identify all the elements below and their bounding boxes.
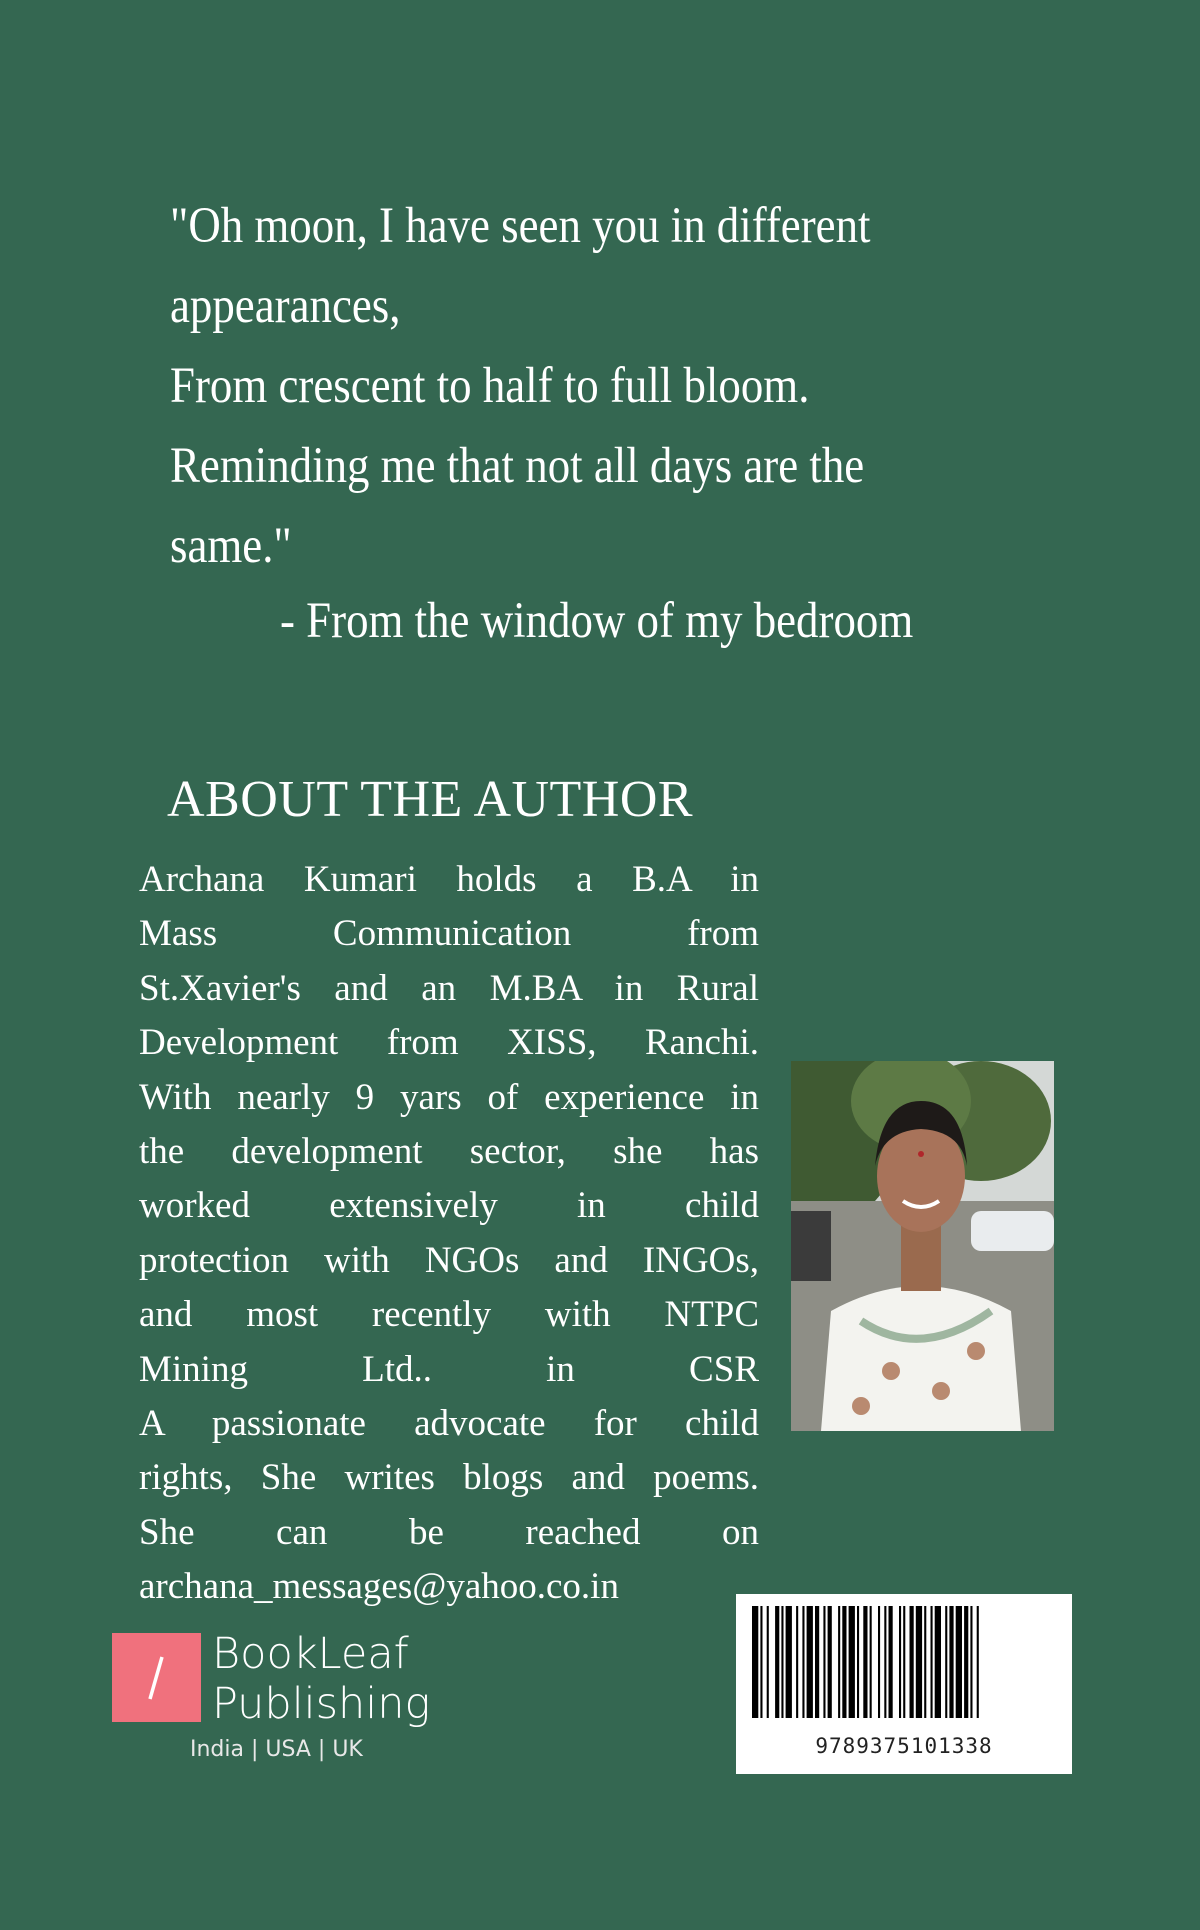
barcode-bar	[949, 1606, 953, 1718]
barcode-bar	[786, 1606, 792, 1718]
barcode-bar	[842, 1606, 846, 1718]
barcode-bar	[781, 1606, 783, 1718]
author-bio	[139, 853, 759, 1614]
bio-line: She can be reached on	[139, 1511, 759, 1553]
barcode-bar	[924, 1606, 926, 1718]
quote-line: "Oh moon, I have seen you in different	[170, 198, 871, 254]
bio-line: Mining Ltd.. in CSR	[139, 1348, 759, 1390]
barcode-bar	[760, 1606, 762, 1718]
barcode-bar	[767, 1606, 769, 1718]
barcode-bar	[931, 1606, 933, 1718]
barcode-bar	[878, 1606, 880, 1718]
isbn-barcode	[736, 1594, 1072, 1774]
barcode-bar	[935, 1606, 941, 1718]
slash-logo-icon	[112, 1633, 201, 1722]
bio-line: St.Xavier's and an M.BA in Rural	[139, 967, 759, 1009]
bio-line: A passionate advocate for child	[139, 1402, 759, 1444]
barcode-bar	[884, 1606, 886, 1718]
publisher-regions: India | USA | UK	[190, 1737, 363, 1762]
quote-line: appearances,	[170, 278, 401, 334]
quote-line: Reminding me that not all days are the	[170, 438, 865, 494]
bio-line: Development from XISS, Ranchi.	[139, 1022, 759, 1064]
barcode-bar	[899, 1606, 901, 1718]
publisher-logo	[112, 1629, 442, 1773]
barcode-bar	[903, 1606, 905, 1718]
poem-quote	[170, 186, 927, 586]
barcode-bar	[815, 1606, 819, 1718]
barcode-bar	[838, 1606, 840, 1718]
quote-attribution: - From the window of my bedroom	[280, 593, 914, 649]
bio-line: worked extensively in child	[139, 1185, 759, 1227]
quote-line: From crescent to half to full bloom.	[170, 358, 810, 414]
publisher-name-line2: Publishing	[212, 1679, 431, 1729]
barcode-bar	[956, 1606, 962, 1718]
about-author-heading: ABOUT THE AUTHOR	[167, 771, 694, 828]
barcode-bar	[910, 1606, 914, 1718]
bio-line: Archana Kumari holds a B.A in	[139, 859, 759, 900]
barcode-bar	[796, 1606, 798, 1718]
author-photo	[791, 1061, 1054, 1431]
barcode-bar	[849, 1606, 855, 1718]
publisher-name-line1: BookLeaf	[212, 1629, 409, 1679]
barcode-bar	[752, 1606, 758, 1718]
barcode-bar	[802, 1606, 804, 1718]
bio-line: Mass Communication from	[139, 913, 759, 955]
bio-line: and most recently with NTPC	[139, 1294, 759, 1336]
bio-line: With nearly 9 yars of experience in	[139, 1076, 759, 1118]
barcode-bar	[775, 1606, 779, 1718]
publisher-name	[212, 1629, 430, 1729]
barcode-bar	[916, 1606, 922, 1718]
barcode-bar	[807, 1606, 813, 1718]
quote-line: same."	[170, 518, 292, 574]
barcode-bar	[828, 1606, 832, 1718]
barcode-bar	[857, 1606, 859, 1718]
barcode-bars	[750, 1606, 1058, 1728]
barcode-bar	[970, 1606, 972, 1718]
barcode-bar	[945, 1606, 947, 1718]
barcode-bar	[863, 1606, 867, 1718]
barcode-bar	[889, 1606, 893, 1718]
barcode-bar	[977, 1606, 979, 1718]
isbn-number: 9789375101338	[815, 1734, 993, 1758]
bio-line: the development sector, she has	[139, 1130, 759, 1172]
author-email: archana_messages@yahoo.co.in	[139, 1566, 619, 1608]
barcode-bar	[870, 1606, 872, 1718]
barcode-bar	[964, 1606, 968, 1718]
bio-line: protection with NGOs and INGOs,	[139, 1239, 759, 1281]
bio-line: rights, She writes blogs and poems.	[139, 1457, 759, 1499]
barcode-bar	[823, 1606, 825, 1718]
